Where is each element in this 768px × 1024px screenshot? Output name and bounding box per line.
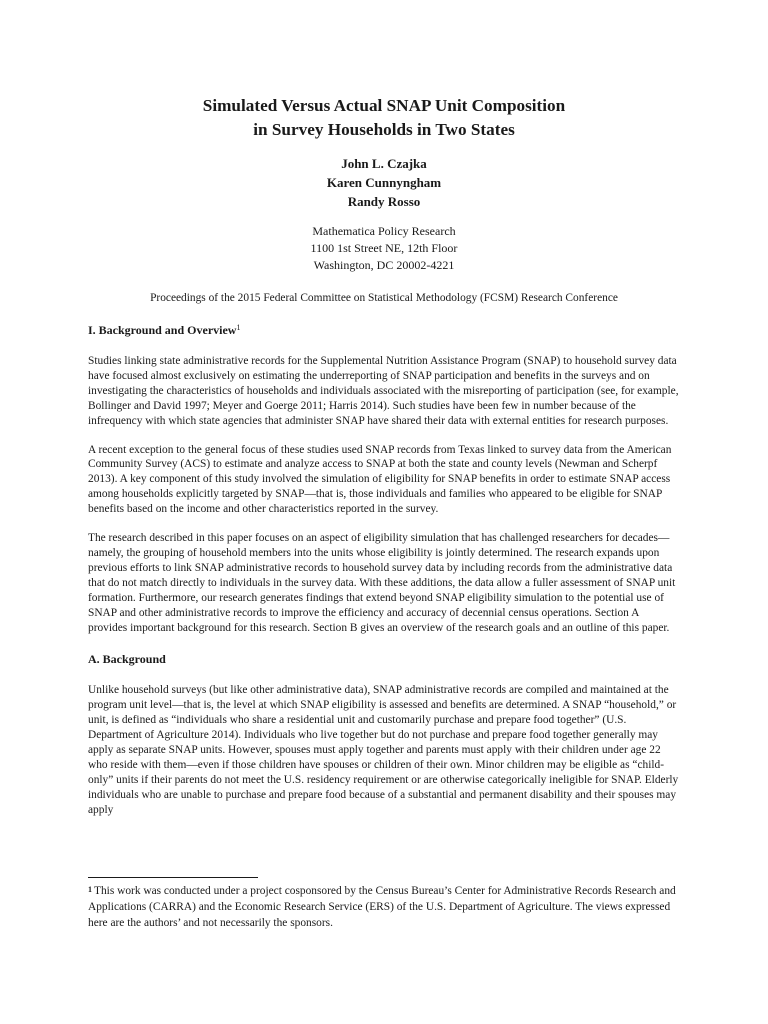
body-paragraph: A recent exception to the general focus of these studies used SNAP records from Texas linked to survey data from the American Community Survey (ACS) to estimate and analyze access to SNAP at both the state and county levels (Newman and Scherpf 2013). A key component of this study involved the simulation of eligibility for SNAP benefits in order to estimate SNAP access among households explicitly targeted by SNAP—that is, those individuals and families who appeared to be eligible for SNAP benefits based on the income and other characteristics reported in the survey. [88, 443, 672, 516]
affiliation-street: 1100 1st Street NE, 12th Floor [310, 241, 458, 255]
author-list [88, 154, 680, 211]
paper-page [88, 94, 680, 832]
section-heading-text: I. Background and Overview [88, 323, 237, 337]
title-line-1: Simulated Versus Actual SNAP Unit Composition [202, 96, 566, 115]
section-heading-background-overview [88, 322, 680, 338]
affiliation-city: Washington, DC 20002-4221 [313, 258, 455, 272]
body-paragraph: Unlike household surveys (but like other administrative data), SNAP administrative records are compiled and maintained at the program unit level—that is, the level at which SNAP eligibility is assessed and benefits are determined. A SNAP “household,” or unit, is defined as “individuals who share a residential unit and customarily purchase and prepare food together” (U.S. Department of Agriculture 2014). Individuals who live together but do not purchase and prepare food together generally may apply as separate SNAP units. However, spouses must apply together and parents must apply with their children under age 22 who reside with them—even if those children have spouses or children of their own. Minor children may be eligible as “child-only” units if their parents do not meet the U.S. residency requirement or are otherwise categorically ineligible for SNAP. Elderly individuals who are unable to purchase and prepare food because of a substantial and permanent disability and their spouses may apply [88, 684, 679, 816]
author-name: Karen Cunnyngham [326, 175, 442, 190]
section-heading-background: A. Background [88, 652, 166, 667]
title-line-2: in Survey Households in Two States [253, 120, 515, 139]
footnote-text: This work was conducted under a project cosponsored by the Census Bureau’s Center for Administrative Records Research and Applications (CARRA) and the Economic Research Service (ERS) of the U.S. Department of Agriculture. The views expressed here are the authors’ and not necessarily the sponsors. [88, 885, 676, 929]
footnote-reference[interactable]: 1 [236, 323, 241, 332]
author-name: John L. Czajka [341, 156, 427, 171]
body-paragraph: The research described in this paper focuses on an aspect of eligibility simulation that has challenged researchers for decades—namely, the grouping of household members into the units whose eligibility is jointly determined. The research expands upon previous efforts to link SNAP administrative records to household survey data by including records from the administrative data that do not match directly to individuals in the survey data. With these additions, the data allow a fuller assessment of SNAP unit formation. Furthermore, our research generates findings that extend beyond SNAP eligibility simulation to the potential use of SNAP and other administrative records to improve the efficiency and accuracy of decennial census operations. Section A provides important background for this research. Section B gives an overview of the research goals and an outline of this paper. [88, 532, 676, 634]
footnote [88, 883, 680, 931]
footnote-divider [88, 877, 258, 878]
paper-title [88, 94, 680, 142]
body-paragraph: Studies linking state administrative records for the Supplemental Nutrition Assistance Program (SNAP) to household survey data have focused almost exclusively on estimating the underreporting of SNAP participation and benefits in the surveys and on investigating the characteristics of households and individuals associated with the misreporting of participation (see, for example, Bollinger and David 1997; Meyer and Goerge 2011; Harris 2014). Such studies have been few in number because of the infrequency with which state agencies that administer SNAP have shared their data with external entities for research purposes. [88, 355, 679, 427]
affiliation-org: Mathematica Policy Research [312, 224, 456, 238]
author-name: Randy Rosso [347, 194, 421, 209]
proceedings-line: Proceedings of the 2015 Federal Committee on Statistical Methodology (FCSM) Research Conference [150, 292, 618, 304]
footnote-mark: 1 [88, 885, 92, 894]
affiliation [88, 223, 680, 274]
